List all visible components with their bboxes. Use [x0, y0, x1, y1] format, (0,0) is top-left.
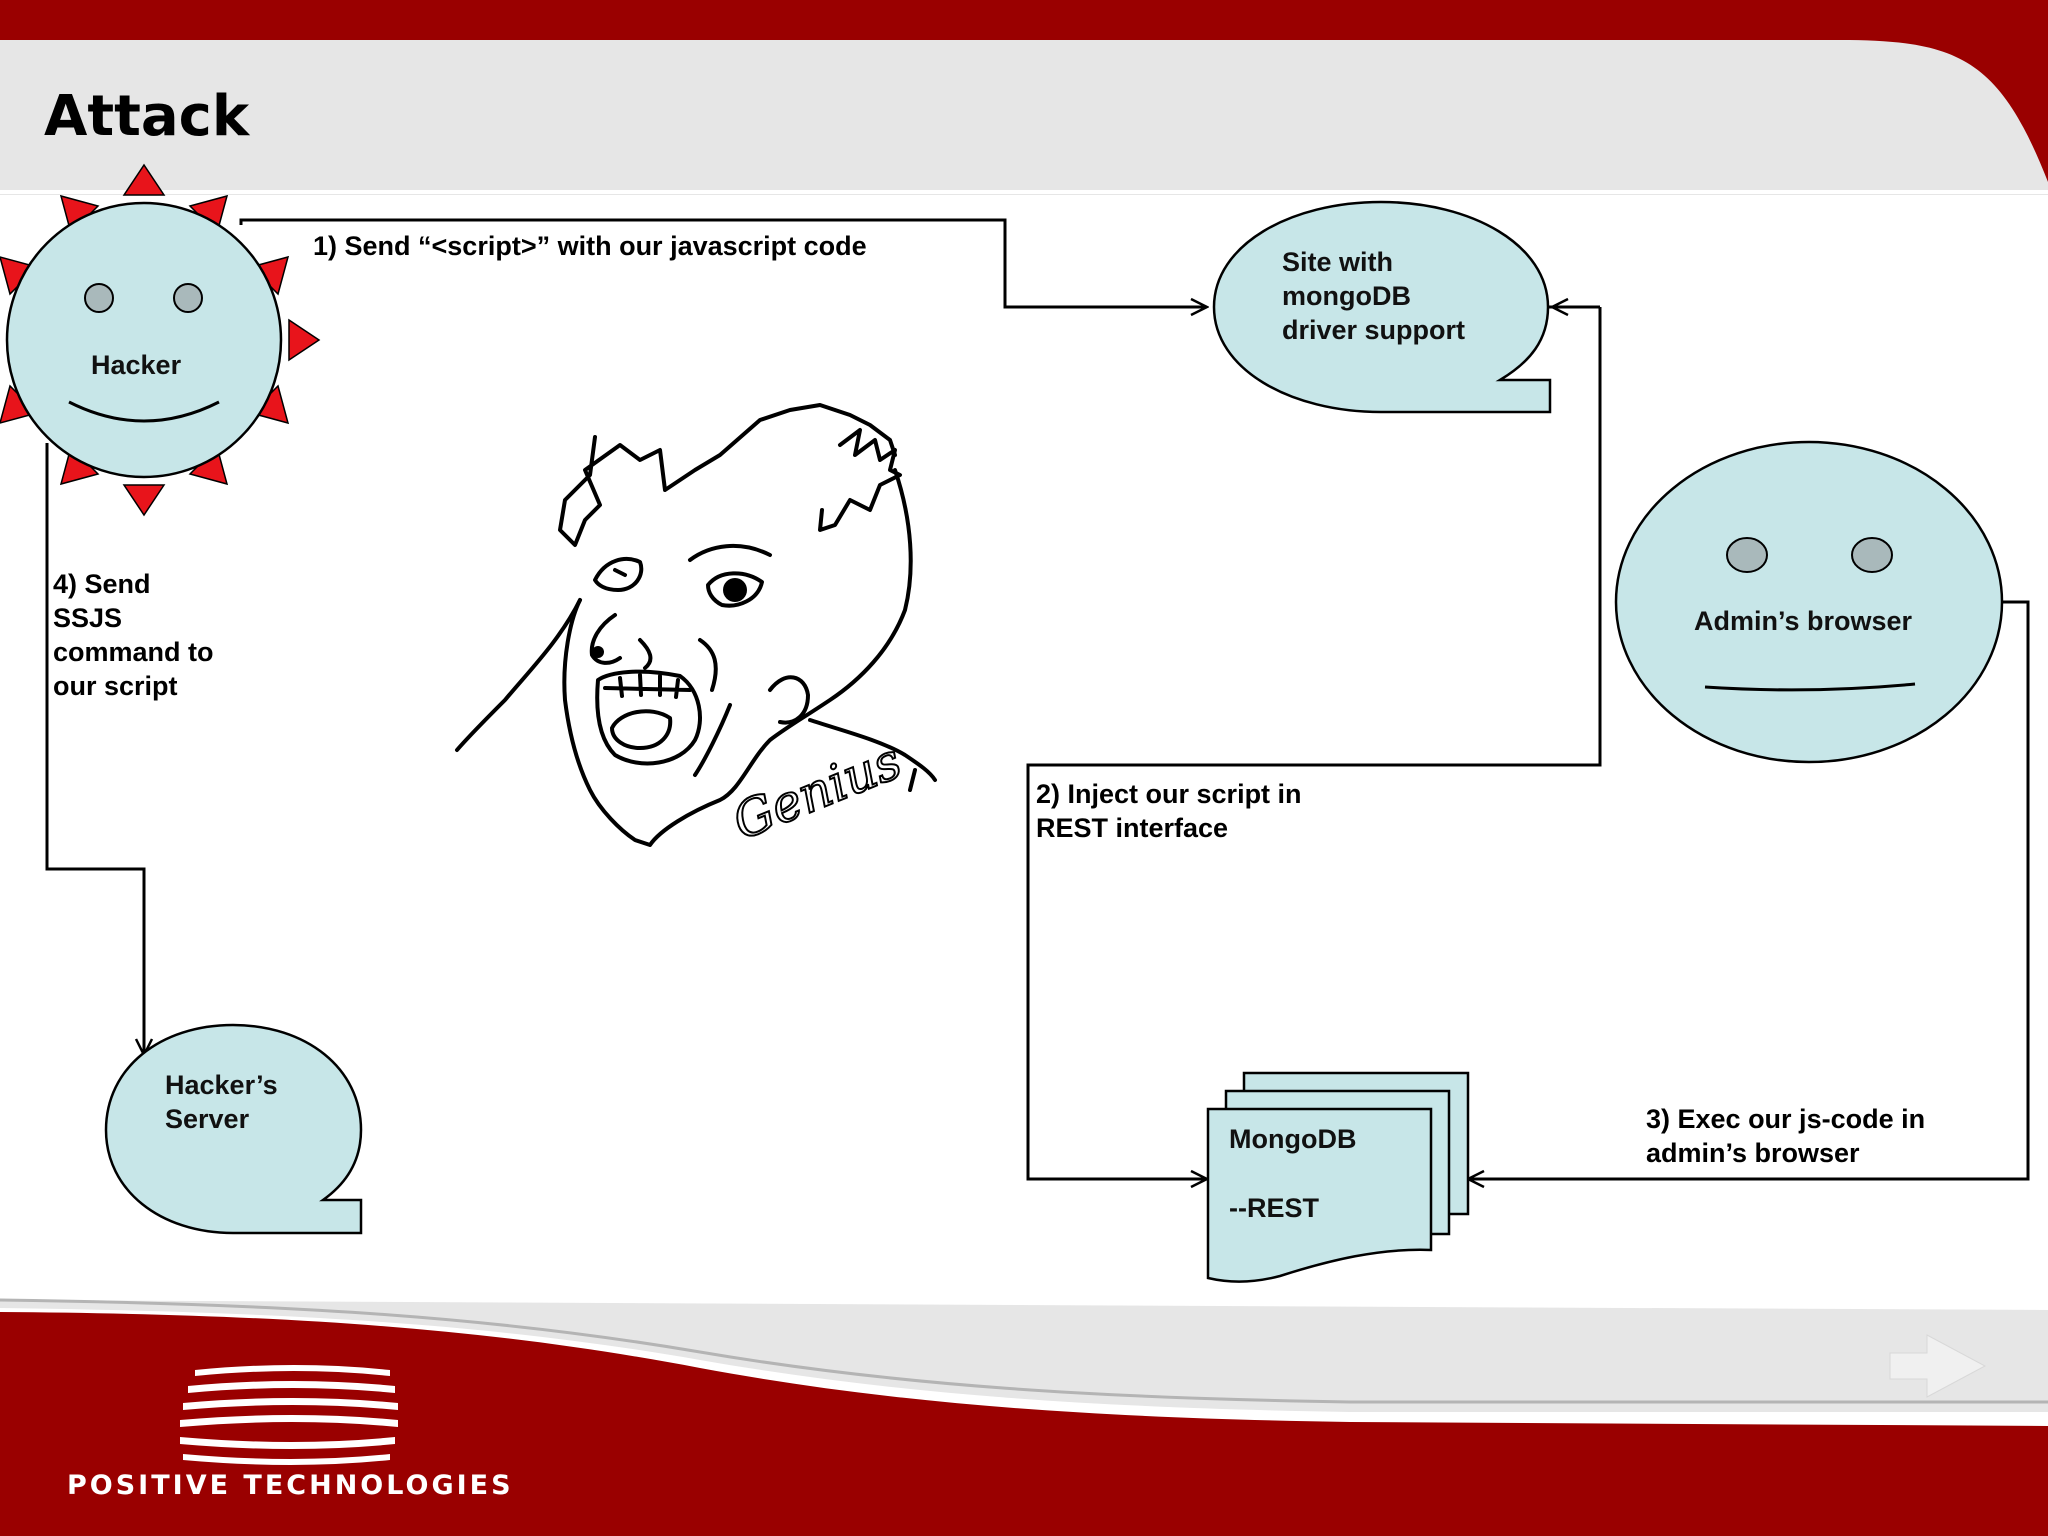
- genius-meme-illustration: [457, 405, 935, 851]
- sketch-left-eye: [595, 559, 641, 590]
- step2-line: REST interface: [1036, 813, 1229, 843]
- step1-line: 1) Send “<script>” with our javascript code: [313, 231, 867, 261]
- step4-label: [53, 569, 221, 701]
- sketch-ear: [770, 677, 808, 722]
- sketch-hair: [560, 405, 895, 545]
- sketch-tongue: [612, 711, 670, 748]
- admin-left-eye: [1727, 538, 1767, 572]
- hacker-label: Hacker: [91, 350, 182, 380]
- step4-line: SSJS: [53, 603, 123, 633]
- step3-line: 3) Exec our js-code in: [1646, 1104, 1926, 1134]
- admin-label: Admin’s browser: [1694, 606, 1913, 636]
- step4-line: 4) Send: [53, 569, 151, 599]
- site-label-line: mongoDB: [1282, 281, 1411, 311]
- sketch-spiky-tuft: [820, 430, 900, 530]
- footer: [0, 1300, 2048, 1536]
- sketch-shoulder-left: [457, 600, 580, 750]
- mongodb-label-line: --REST: [1229, 1193, 1319, 1223]
- step2-label: [1036, 779, 1309, 843]
- mongodb-label-line: MongoDB: [1229, 1124, 1357, 1154]
- genius-caption: Genius: [724, 731, 910, 852]
- hacker-server-label-line: Server: [165, 1104, 250, 1134]
- hacker-face: [7, 203, 281, 477]
- slide-title: Attack: [44, 84, 250, 149]
- hacker-left-eye: [85, 284, 113, 312]
- header-divider: [0, 190, 2048, 194]
- site-label-line: driver support: [1282, 315, 1466, 345]
- step3-line: admin’s browser: [1646, 1138, 1860, 1168]
- mongodb-node: [1208, 1073, 1468, 1282]
- hacker-right-eye: [174, 284, 202, 312]
- step4-line: our script: [53, 671, 178, 701]
- step3-label: [1646, 1104, 1933, 1168]
- brand-wordmark: POSITIVE TECHNOLOGIES: [67, 1470, 514, 1501]
- sketch-nose: [592, 615, 651, 668]
- sketch-brow: [690, 546, 770, 560]
- step2-line: 2) Inject our script in: [1036, 779, 1302, 809]
- admin-browser-node: [1616, 442, 2002, 762]
- site-label-line: Site with: [1282, 247, 1394, 277]
- sketch-nostril: [592, 646, 604, 658]
- hacker-server-node: [106, 1025, 361, 1233]
- step1-label: [313, 231, 867, 261]
- admin-right-eye: [1852, 538, 1892, 572]
- sketch-teeth: [605, 675, 690, 697]
- hacker-server-label-line: Hacker’s: [165, 1070, 278, 1100]
- admin-face: [1616, 442, 2002, 762]
- step4-line: command to: [53, 637, 214, 667]
- sketch-left-pupil: [615, 570, 625, 575]
- sketch-mouth: [597, 672, 700, 764]
- sketch-right-pupil: [723, 578, 747, 602]
- site-node: [1214, 202, 1550, 412]
- header: [0, 0, 2048, 195]
- connector-step4: [47, 443, 144, 1055]
- connector-step2: [1028, 307, 1600, 1179]
